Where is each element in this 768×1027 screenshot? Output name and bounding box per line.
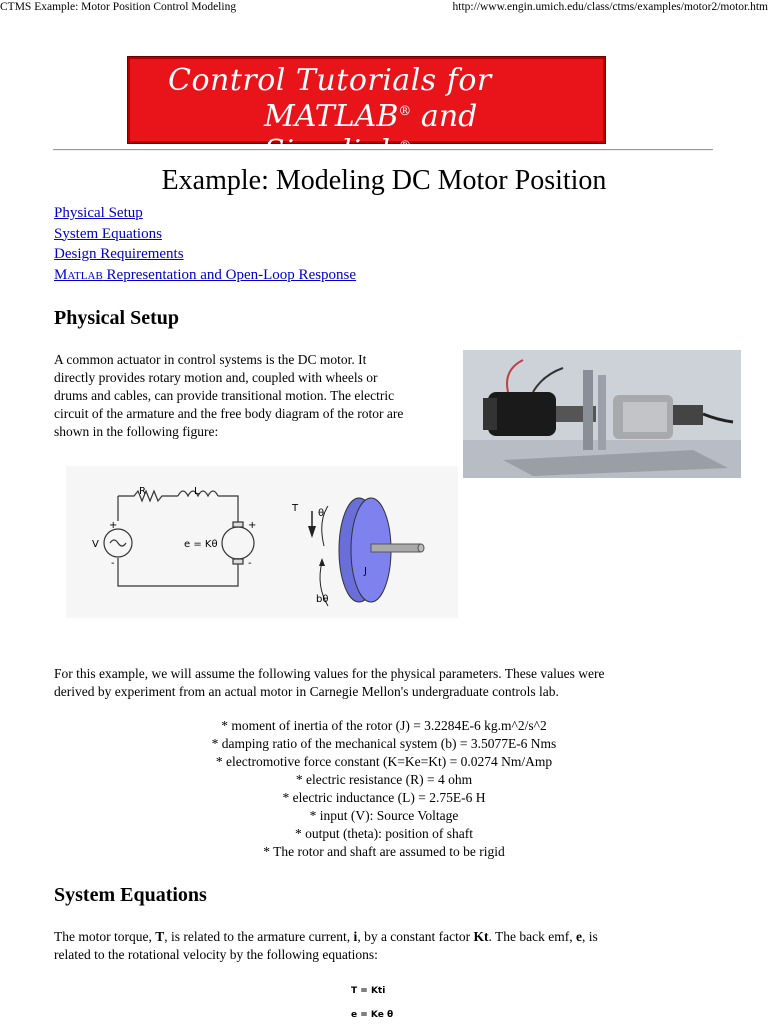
dc-motor-photo [463, 350, 741, 478]
banner-line-1: Control Tutorials for [168, 63, 492, 98]
intro-paragraph: A common actuator in control systems is the DC motor. It directly provides rotary motion and, coupled with wheels or drums and cables, can provide transitional motion. The electric circuit of the armature and the free body diagram of the rotor are shown in the following figure: [54, 352, 404, 439]
label-theta: θ [318, 508, 325, 519]
label-emf: e = Kθ [184, 539, 218, 550]
banner-line-2: MATLAB® and Simulink® [264, 99, 478, 169]
parameter-list [0, 717, 768, 861]
label-L: L [194, 486, 200, 497]
ctms-banner-logo[interactable] [127, 56, 606, 169]
table-of-contents [54, 203, 356, 285]
param-item: * electromotive force constant (K=Ke=Kt) = 0.0274 Nm/Amp [215, 754, 553, 769]
print-header [0, 0, 768, 16]
label-V: V [92, 539, 99, 550]
assumption-paragraph: For this example, we will assume the following values for the physical parameters. These values were derived by experiment from an actual motor in Carnegie Mellon's undergraduate controls lab. [54, 666, 605, 699]
svg-text:+: + [109, 520, 118, 531]
param-item: * input (V): Source Voltage [309, 808, 459, 823]
equation-torque: T = Kti [351, 986, 386, 996]
label-T: T [292, 503, 299, 514]
toc-link-design-requirements[interactable]: Design Requirements [54, 246, 184, 262]
param-item: * output (theta): position of shaft [294, 826, 474, 841]
label-b-theta: bθ [316, 594, 329, 605]
label-R: R [139, 486, 146, 497]
print-header-title: CTMS Example: Motor Position Control Modeling [0, 1, 237, 13]
page-title: Example: Modeling DC Motor Position [161, 165, 607, 196]
svg-text:-: - [111, 558, 115, 569]
equation-back-emf: e = Ke θ [351, 1010, 394, 1020]
toc-link-matlab-representation[interactable]: Matlab Representation and Open-Loop Response [54, 266, 357, 283]
param-item: * The rotor and shaft are assumed to be rigid [263, 844, 505, 859]
param-item: * moment of inertia of the rotor (J) = 3.2284E-6 kg.m^2/s^2 [221, 718, 547, 733]
toc-link-system-equations[interactable]: System Equations [54, 225, 162, 242]
toc-link-physical-setup[interactable]: Physical Setup [54, 205, 143, 221]
divider [53, 149, 713, 151]
svg-text:+: + [248, 520, 257, 531]
motor-equations [351, 979, 393, 1027]
param-item: * damping ratio of the mechanical system (b) = 3.5077E-6 Nms [211, 736, 557, 751]
section-heading-physical-setup: Physical Setup [54, 307, 180, 329]
svg-text:-: - [248, 558, 252, 569]
system-equations-paragraph: The motor torque, T, is related to the armature current, i, by a constant factor Kt. The back emf, e, is related to the rotational velocity by the following equations: [54, 929, 598, 962]
circuit-and-rotor-diagram [66, 466, 458, 618]
label-J: J [364, 566, 367, 577]
param-item: * electric inductance (L) = 2.75E-6 H [282, 790, 486, 805]
print-header-url: http://www.engin.umich.edu/class/ctms/examples/motor2/motor.htm [452, 1, 768, 13]
param-item: * electric resistance (R) = 4 ohm [295, 772, 473, 787]
section-heading-system-equations: System Equations [54, 884, 207, 906]
